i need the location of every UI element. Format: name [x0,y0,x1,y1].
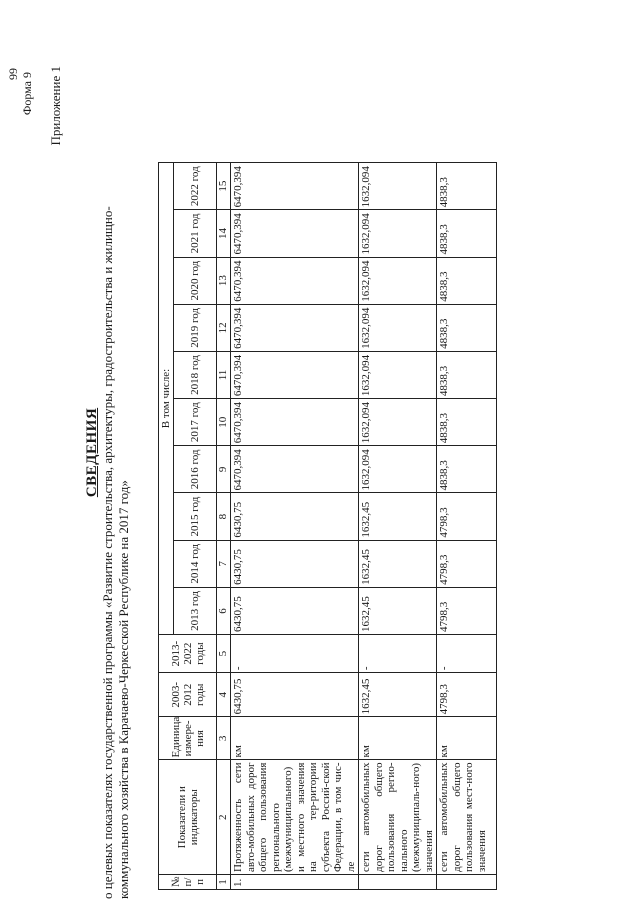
value-year: 1632,094 [359,210,437,257]
col-header-no: № п/п [159,874,217,889]
value-year: 1632,094 [359,446,437,493]
unit-cell: км [359,717,437,760]
value-year: 1632,094 [359,163,437,210]
table-row [231,163,359,890]
col-header-year: 2014 год [174,540,217,587]
unit-cell: км [231,717,359,760]
value-year: 4838,3 [437,399,497,446]
value-year: 6470,394 [231,446,359,493]
col-header-year: 2016 год [174,446,217,493]
indicator-name: сети автомобильных дорог общего пользования регио-нального (межмуниципаль-ного) значения [359,760,437,874]
value-year: 6430,75 [231,540,359,587]
col-header-2003-2012: 2003-2012 годы [159,673,217,717]
table-row [437,163,497,890]
col-header-year: 2017 год [174,399,217,446]
column-number: 6 [217,587,231,634]
row-number [437,874,497,889]
column-number: 2 [217,760,231,874]
subtitle-line: коммунального хозяйства в Карачаево-Черкесской Республике на 2017 год» [116,480,131,899]
value-year: 1632,094 [359,399,437,446]
col-header-year: 2021 год [174,210,217,257]
column-number: 11 [217,351,231,398]
column-number: 5 [217,635,231,673]
value-2003-2012: 1632,45 [359,673,437,717]
document-subtitle [100,86,132,899]
col-header-year: 2019 год [174,304,217,351]
row-number [359,874,437,889]
value-year: 1632,094 [359,351,437,398]
table-row [359,163,437,890]
column-number: 15 [217,163,231,210]
value-year: 4838,3 [437,446,497,493]
row-number: 1. [231,874,359,889]
value-year: 1632,094 [359,304,437,351]
column-number-row [217,163,231,890]
appendix-label: Приложение 1 [48,66,63,146]
col-header-year: 2013 год [174,587,217,634]
column-number: 9 [217,446,231,493]
value-year: 4838,3 [437,351,497,398]
value-2003-2012: 6430,75 [231,673,359,717]
col-header-year: 2015 год [174,493,217,540]
column-number: 3 [217,717,231,760]
col-header-2013-2022: 2013-2022 годы [159,635,217,673]
col-header-indicator: Показатели и индикаторы [159,760,217,874]
column-number: 8 [217,493,231,540]
col-header-in-that-number: В том числе: [159,163,174,635]
value-2013-2022: - [231,635,359,673]
value-2013-2022: - [359,635,437,673]
value-year: 4838,3 [437,257,497,304]
subtitle-line: о целевых показателях государственной программы «Развитие строительства, архитектуры, градостроительства и жилищно- [100,206,115,899]
value-year: 6470,394 [231,351,359,398]
header-row [159,163,174,890]
col-header-unit: Единица измере-ния [159,717,217,760]
value-year: 6470,394 [231,304,359,351]
value-year: 6470,394 [231,399,359,446]
page-number: 99 [6,68,20,80]
form-label: Форма 9 [20,72,34,116]
value-year: 4798,3 [437,493,497,540]
col-header-year: 2018 год [174,351,217,398]
value-year: 6430,75 [231,493,359,540]
value-year: 4798,3 [437,587,497,634]
value-year: 6470,394 [231,210,359,257]
column-number: 1 [217,874,231,889]
value-year: 6470,394 [231,257,359,304]
value-year: 4838,3 [437,304,497,351]
value-year: 1632,45 [359,540,437,587]
column-number: 10 [217,399,231,446]
document-title: СВЕДЕНИЯ [84,407,100,498]
value-year: 1632,094 [359,257,437,304]
value-year: 4838,3 [437,210,497,257]
column-number: 14 [217,210,231,257]
column-number: 4 [217,673,231,717]
value-year: 6470,394 [231,163,359,210]
indicator-name: сети автомобильных дорог общего пользования мест-ного значения [437,760,497,874]
column-number: 7 [217,540,231,587]
column-number: 12 [217,304,231,351]
col-header-year: 2020 год [174,257,217,304]
indicators-table [158,162,497,890]
value-year: 1632,45 [359,587,437,634]
indicator-name: Протяженность сети авто-мобильных дорог общего пользования регионального (межмуниципального) и местного значения на тер-ритории субъекта Россий-ской Федерации, в том чис-ле [231,760,359,874]
value-2013-2022: - [437,635,497,673]
column-number: 13 [217,257,231,304]
unit-cell: км [437,717,497,760]
value-year: 4838,3 [437,163,497,210]
value-2003-2012: 4798,3 [437,673,497,717]
value-year: 1632,45 [359,493,437,540]
value-year: 4798,3 [437,540,497,587]
value-year: 6430,75 [231,587,359,634]
col-header-year: 2022 год [174,163,217,210]
